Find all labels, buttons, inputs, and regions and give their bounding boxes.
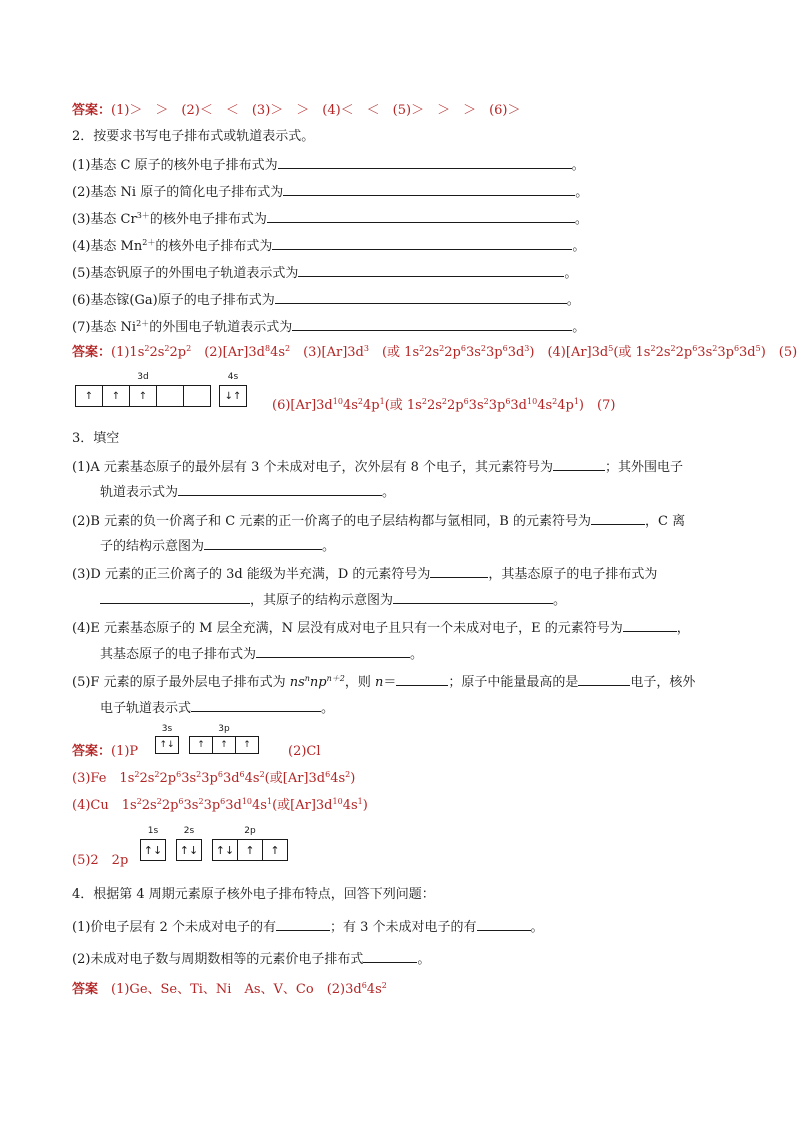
answer-blank[interactable] [275, 290, 567, 304]
answer-blank[interactable] [278, 155, 572, 169]
answer-blank[interactable] [553, 457, 605, 471]
superscript: 6 [463, 397, 469, 406]
text-segment: 4s [244, 771, 260, 786]
q2-item-1 [72, 155, 585, 175]
q3-answer-3 [72, 770, 355, 788]
q3-answer-5: (5)2 2p [72, 853, 129, 868]
text-segment: ) [760, 345, 766, 360]
vanadium-orbital-diagram [75, 372, 265, 410]
text-segment: (7) [584, 398, 616, 413]
superscript: 2 [670, 344, 676, 353]
orbital-box-group [219, 385, 247, 407]
text-segment: 2p [675, 345, 693, 360]
q3-text: 。 [553, 593, 567, 608]
q3-answer-text [72, 798, 368, 813]
superscript: 2 [136, 797, 142, 806]
text-segment: (3)[Ar]3d [290, 345, 364, 360]
phosphorus-orbital-diagram [155, 724, 265, 756]
text-segment: (3)Fe 1s [72, 771, 135, 786]
q3-text: ＝ [383, 675, 397, 690]
text-segment: 2s [424, 345, 440, 360]
superscript: 2 [357, 397, 363, 406]
q3-text: 其基态原子的电子排布式为 [100, 647, 257, 662]
q2-item-end: 。 [571, 158, 585, 173]
formula-sup: n＋2 [326, 674, 345, 683]
text-segment: (4)Cu 1s [72, 798, 137, 813]
answer-blank[interactable] [272, 236, 572, 250]
text-segment: ) [578, 398, 584, 413]
orbital-box-group [212, 839, 288, 861]
superscript: 6 [692, 344, 698, 353]
q2-item-text: (5)基态钒原子的外围电子轨道表示式为 [72, 266, 299, 281]
answer-blank[interactable] [267, 209, 575, 223]
q2-item-text: (3)基态 Cr [72, 212, 137, 227]
orbital-label: 2p [244, 826, 256, 836]
answer-blank[interactable] [591, 511, 645, 525]
answer-blank[interactable] [276, 917, 330, 931]
text-segment: 2p [159, 771, 177, 786]
q3-title: 3．填空 [72, 431, 120, 446]
answer-blank[interactable] [363, 949, 417, 963]
superscript: 10 [332, 797, 343, 806]
orbital-cell: ↑ [102, 385, 130, 407]
superscript: 6 [460, 344, 466, 353]
text-segment: 3d [225, 798, 242, 813]
q2-item-text: (2)基态 Ni 原子的简化电子排布式为 [72, 185, 284, 200]
text-segment: 4s [537, 398, 553, 413]
orbital-cell: ↑ [189, 736, 213, 754]
text-segment: 2s [149, 345, 165, 360]
orbital-cell: ↑ [212, 736, 236, 754]
q4-part-1 [72, 917, 544, 937]
text-segment: 3p [486, 345, 503, 360]
answer-label: 答案： [72, 103, 112, 118]
orbital-label: 4s [227, 372, 239, 382]
q3-text: ；原子中能量最高的是 [448, 675, 579, 690]
orbital-cell [156, 385, 184, 407]
superscript: 2 [421, 397, 427, 406]
q2-ion-charge: 2＋ [142, 238, 156, 247]
q4-answer [72, 981, 387, 999]
superscript: 6 [178, 797, 184, 806]
text-segment: (或[Ar]3d [264, 771, 326, 786]
q3-answer-1 [72, 743, 138, 761]
text-segment: 2s [139, 771, 155, 786]
q3-part-2-cont [100, 536, 335, 556]
q3-answer-text: (1)P [111, 744, 139, 759]
q3-text: 电子，核外 [630, 675, 696, 690]
superscript: 6 [733, 344, 740, 353]
q2-item-text: 的外围电子轨道表示式为 [149, 320, 293, 335]
q3-answer-4 [72, 797, 368, 815]
text-segment: 4s [270, 345, 286, 360]
superscript: 2 [154, 770, 160, 779]
q4-title: 4．根据第 4 周期元素原子核外电子排布特点，回答下列问题： [72, 887, 435, 902]
orbital-box-group [140, 839, 166, 861]
q3-text: ，其原子的结构示意图为 [250, 593, 394, 608]
text-segment: 3p [488, 398, 506, 413]
orbital-label: 1s [147, 826, 159, 836]
q3-text: ；其外围电子 [605, 460, 684, 475]
text-segment: (或 1s [368, 345, 420, 360]
orbital-box-group [75, 385, 211, 407]
text-segment: (6)[Ar]3d [272, 398, 333, 413]
q4-text: 。 [417, 952, 431, 967]
q2-item-3 [72, 209, 588, 229]
answer-blank[interactable] [100, 590, 250, 604]
orbital-cell: ↑↓ [212, 839, 238, 861]
text-segment: 3d [510, 398, 527, 413]
q4-answer-sup: 2 [381, 981, 387, 990]
formula-sup: n [304, 674, 310, 683]
orbital-cell: ↓↑ [219, 385, 247, 407]
q2-item-7 [72, 317, 585, 337]
superscript: 3 [524, 344, 530, 353]
answer-blank[interactable] [298, 263, 564, 277]
text-segment: 3p [201, 771, 218, 786]
superscript: 2 [712, 344, 718, 353]
q2-item-end: 。 [574, 212, 588, 227]
text-segment: 3s [465, 345, 481, 360]
orbital-box-group [176, 839, 202, 861]
answer-blank[interactable] [396, 672, 448, 686]
q2-item-end: 。 [572, 239, 586, 254]
q3-text: (3)D 元素的正三价离子的 3d 能级为半充满，D 的元素符号为 [72, 567, 431, 582]
orbital-box-group [155, 736, 179, 754]
text-segment: 2s [426, 398, 442, 413]
q3-part-4-cont [100, 644, 423, 664]
q4-text: (1)价电子层有 2 个未成对电子的有 [72, 920, 276, 935]
answer-blank[interactable] [292, 317, 572, 331]
superscript: 1 [379, 397, 385, 406]
superscript: 2 [196, 770, 202, 779]
text-segment: 2p [169, 345, 187, 360]
q1-answer-text: (1)＞ ＞ (2)＜ ＜ (3)＞ ＞ (4)＜ ＜ (5)＞ ＞ ＞ (6)＞ [111, 103, 521, 118]
superscript: 6 [176, 770, 182, 779]
answer-blank[interactable] [393, 590, 553, 604]
text-segment: 3d [739, 345, 756, 360]
answer-blank[interactable] [256, 644, 410, 658]
text-segment: 3s [183, 798, 199, 813]
superscript: 2 [144, 344, 150, 353]
superscript: 2 [650, 344, 656, 353]
text-segment: 4s [342, 798, 358, 813]
superscript: 2 [285, 344, 291, 353]
q3-text: ，C 离 [645, 514, 686, 529]
superscript: 1 [357, 797, 363, 806]
superscript: 1 [266, 797, 273, 806]
q2-answer-line-1 [72, 344, 797, 362]
q3-part-3-cont [100, 590, 566, 610]
q2-answer-text [272, 398, 615, 413]
q4-text: ；有 3 个未成对电子的有 [329, 920, 477, 935]
orbital-cell: ↑↓ [155, 736, 179, 754]
formula-np: np [309, 675, 327, 690]
q4-text: 。 [530, 920, 544, 935]
text-segment: 4s [342, 398, 358, 413]
orbital-cell: ↑↓ [176, 839, 202, 861]
answer-blank[interactable] [204, 536, 322, 550]
q2-item-6 [72, 290, 580, 310]
q3-text: ， [676, 621, 690, 636]
q3-part-2 [72, 511, 685, 531]
superscript: 3 [363, 344, 369, 353]
superscript: 1 [573, 397, 579, 406]
text-segment: 3s [181, 771, 197, 786]
text-segment: ) [529, 345, 535, 360]
superscript: 6 [505, 397, 511, 406]
superscript: 2 [156, 797, 162, 806]
q2-item-end: 。 [564, 266, 578, 281]
text-segment: (或[Ar]3d [272, 798, 333, 813]
q3-text: ，则 [344, 675, 375, 690]
q3-text: 。 [321, 701, 335, 716]
answer-blank[interactable] [623, 618, 677, 632]
text-segment: 4p [363, 398, 380, 413]
q2-item-text: (4)基态 Mn [72, 239, 143, 254]
answer-blank[interactable] [191, 698, 321, 712]
text-segment: 3s [468, 398, 484, 413]
oxygen-orbital-diagram [140, 826, 305, 864]
superscript: 8 [264, 344, 271, 353]
orbital-cell: ↑ [235, 736, 259, 754]
q3-part-5 [72, 672, 695, 692]
q2-item-4 [72, 236, 585, 256]
q2-item-text: (1)基态 C 原子的核外电子排布式为 [72, 158, 278, 173]
formula-ns: ns [289, 675, 305, 690]
q3-part-1 [72, 457, 683, 477]
text-segment: 2p [446, 398, 464, 413]
orbital-cell: ↑↓ [140, 839, 166, 861]
superscript: 6 [217, 770, 223, 779]
q3-text: 电子轨道表示式 [100, 701, 192, 716]
q2-ion-charge: 3＋ [136, 211, 150, 220]
q3-text: 轨道表示式为 [100, 485, 179, 500]
superscript: 6 [325, 770, 331, 779]
superscript: 2 [259, 770, 265, 779]
text-segment: 4p [557, 398, 574, 413]
q2-item-end: 。 [572, 320, 586, 335]
q2-item-5 [72, 263, 577, 283]
answer-label: 答案： [72, 345, 112, 360]
q1-answer [72, 102, 521, 120]
superscript: 2 [345, 770, 351, 779]
q3-part-1-cont [100, 482, 395, 502]
orbital-cell: ↑ [75, 385, 103, 407]
q3-text: (4)E 元素基态原子的 M 层全充满，N 层没有成对电子且只有一个未成对电子，E 的元素符号为 [72, 621, 623, 636]
q4-part-2 [72, 949, 430, 969]
orbital-label: 2s [183, 826, 195, 836]
q2-item-2 [72, 182, 588, 202]
superscript: 2 [441, 397, 447, 406]
superscript: 2 [186, 344, 192, 353]
text-segment: ) [362, 798, 368, 813]
text-segment: (2)[Ar]3d [191, 345, 265, 360]
q3-text: 。 [410, 647, 424, 662]
q2-ion-charge: 2＋ [136, 319, 150, 328]
q2-item-end: 。 [575, 185, 589, 200]
q4-text: (2)未成对电子数与周期数相等的元素价电子排布式 [72, 952, 364, 967]
q2-answer-text [111, 345, 797, 360]
q2-title: 2．按要求书写电子排布式或轨道表示式。 [72, 129, 315, 144]
superscript: 6 [220, 797, 226, 806]
text-segment: 3d [507, 345, 525, 360]
text-segment: 4s [330, 771, 346, 786]
superscript: 6 [502, 344, 508, 353]
q2-item-text: (7)基态 Ni [72, 320, 137, 335]
text-segment: 2p [444, 345, 461, 360]
q3-text: (5)F 元素的原子最外层电子排布式为 [72, 675, 290, 690]
superscript: 10 [241, 797, 253, 806]
orbital-label: 3s [161, 724, 173, 734]
orbital-cell: ↑ [129, 385, 157, 407]
superscript: 2 [439, 344, 445, 353]
answer-blank[interactable] [283, 182, 575, 196]
q3-text: (2)B 元素的负一价离子和 C 元素的正一价离子的电子层结构都与氩相同，B 的元素符号为 [72, 514, 591, 529]
superscript: 10 [332, 397, 343, 406]
orbital-label: 3p [218, 724, 230, 734]
text-segment: 3d [222, 771, 240, 786]
text-segment: 2s [141, 798, 157, 813]
q3-text: 。 [322, 539, 336, 554]
answer-label: 答案 [72, 982, 99, 997]
formula-n: n [375, 675, 384, 690]
text-segment: 2p [161, 798, 179, 813]
orbital-label: 3d [137, 372, 149, 382]
q4-answer-text: (1)Ge、Se、Ti、Ni As、V、Co (2)3d [98, 982, 362, 997]
superscript: 2 [483, 397, 489, 406]
q2-item-end: 。 [566, 293, 580, 308]
superscript: 10 [527, 397, 538, 406]
text-segment: 3p [717, 345, 734, 360]
superscript: 5 [755, 344, 761, 353]
q3-text: 子的结构示意图为 [100, 539, 205, 554]
q3-part-5-cont [100, 698, 334, 718]
text-segment: 3s [697, 345, 713, 360]
text-segment: 4s [252, 798, 267, 813]
q3-answer-2: (2)Cl [288, 744, 321, 759]
q3-part-3 [72, 564, 657, 584]
superscript: 2 [552, 397, 558, 406]
orbital-box-group [189, 736, 259, 754]
answer-label: 答案： [72, 744, 112, 759]
answer-blank[interactable] [430, 564, 488, 578]
text-segment: (或 1s [384, 398, 422, 413]
text-segment: (4)[Ar]3d [534, 345, 609, 360]
superscript: 6 [239, 770, 245, 779]
orbital-cell: ↑ [237, 839, 263, 861]
orbital-cell [183, 385, 211, 407]
q2-item-text: (6)基态镓(Ga)原子的电子排布式为 [72, 293, 275, 308]
superscript: 5 [608, 344, 614, 353]
superscript: 2 [198, 797, 204, 806]
superscript: 2 [164, 344, 170, 353]
q2-item-text: 的核外电子排布式为 [155, 239, 273, 254]
orbital-cell: ↑ [262, 839, 288, 861]
text-segment: 3p [203, 798, 221, 813]
text-segment: (5) [765, 345, 797, 360]
answer-blank[interactable] [178, 482, 382, 496]
q2-item-text: 的核外电子排布式为 [149, 212, 267, 227]
text-segment: 2s [655, 345, 671, 360]
q4-answer-sup: 6 [361, 981, 367, 990]
q3-answer-text [72, 771, 355, 786]
q3-text: ，其基态原子的电子排布式为 [488, 567, 658, 582]
answer-blank[interactable] [578, 672, 630, 686]
q2-answer-line-2 [272, 397, 615, 415]
answer-blank[interactable] [477, 917, 531, 931]
q3-part-4 [72, 618, 690, 638]
superscript: 2 [419, 344, 425, 353]
text-segment: (1)1s [111, 345, 145, 360]
text-segment: ) [350, 771, 356, 786]
q3-text: (1)A 元素基态原子的最外层有 3 个未成对电子，次外层有 8 个电子，其元素符号为 [72, 460, 554, 475]
superscript: 2 [480, 344, 486, 353]
q4-answer-text: 4s [366, 982, 382, 997]
superscript: 2 [134, 770, 140, 779]
q3-text: 。 [382, 485, 396, 500]
text-segment: (或 1s [613, 345, 651, 360]
